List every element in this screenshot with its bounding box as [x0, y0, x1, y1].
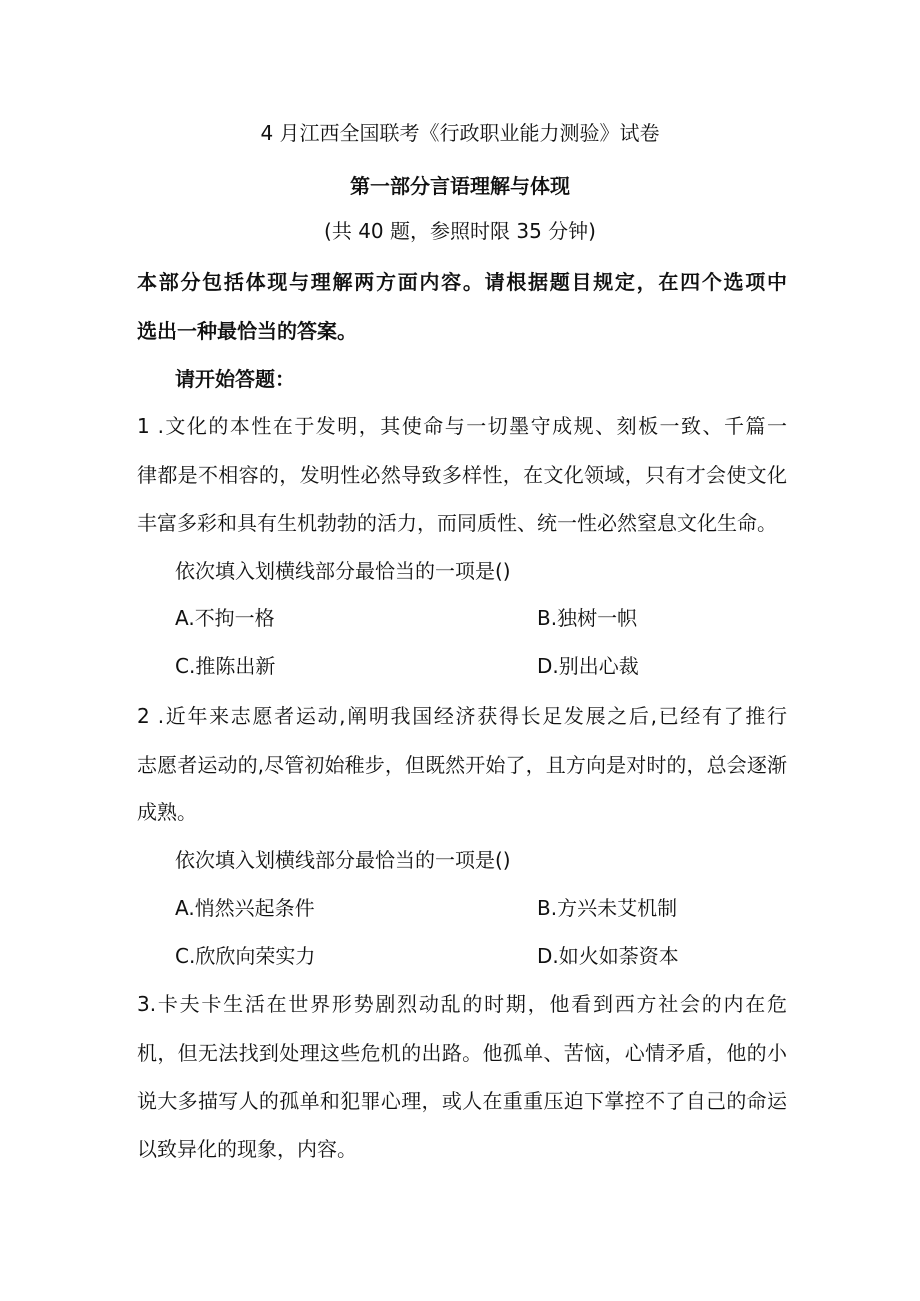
question-1-line-1: 1 .文化的本性在于发明，其使命与一切墨守成规、刻板一致、千篇一	[137, 414, 787, 438]
question-3-line-1: 3.卡夫卡生活在世界形势剧烈动乱的时期，他看到西方社会的内在危	[137, 992, 787, 1016]
question-1-option-d: D.别出心裁	[537, 654, 639, 678]
question-2-option-a: A.悄然兴起条件	[175, 896, 315, 920]
question-1-prompt: 依次填入划横线部分最恰当的一项是()	[175, 559, 511, 583]
question-2-prompt: 依次填入划横线部分最恰当的一项是()	[175, 848, 511, 872]
instructions-line-1: 本部分包括体现与理解两方面内容。请根据题目规定，在四个选项中	[137, 270, 787, 294]
question-1-line-3: 丰富多彩和具有生机勃勃的活力，而同质性、统一性必然窒息文化生命。	[137, 511, 777, 535]
question-2-line-1: 2 .近年来志愿者运动,阐明我国经济获得长足发展之后,已经有了推行	[137, 704, 787, 728]
question-3-line-2: 机，但无法找到处理这些危机的出路。他孤单、苦恼，心情矛盾，他的小	[137, 1041, 787, 1065]
exam-title: 4 月江西全国联考《行政职业能力测验》试卷	[260, 121, 660, 145]
question-2-option-d: D.如火如荼资本	[537, 944, 679, 968]
instructions-line-2: 选出一种最恰当的答案。	[137, 319, 357, 343]
question-3-line-3: 说大多描写人的孤单和犯罪心理，或人在重重压迫下掌控不了自己的命运	[137, 1089, 787, 1113]
question-1-option-a: A.不拘一格	[175, 606, 275, 630]
question-2-option-c: C.欣欣向荣实力	[175, 944, 316, 968]
question-2-option-b: B.方兴未艾机制	[537, 896, 678, 920]
question-1-line-2: 律都是不相容的，发明性必然导致多样性，在文化领域，只有才会使文化	[137, 463, 787, 487]
question-3-line-4: 以致异化的现象，内容。	[137, 1137, 357, 1161]
question-2-line-2: 志愿者运动的,尽管初始稚步，但既然开始了，且方向是对时的，总会逐渐	[137, 753, 787, 777]
question-1-option-c: C.推陈出新	[175, 654, 276, 678]
section-info: (共 40 题，参照时限 35 分钟)	[324, 219, 596, 243]
question-1-option-b: B.独树一帜	[537, 606, 638, 630]
question-2-line-3: 成熟。	[137, 800, 197, 824]
start-instruction: 请开始答题：	[175, 367, 295, 391]
section-title: 第一部分言语理解与体现	[350, 174, 570, 198]
